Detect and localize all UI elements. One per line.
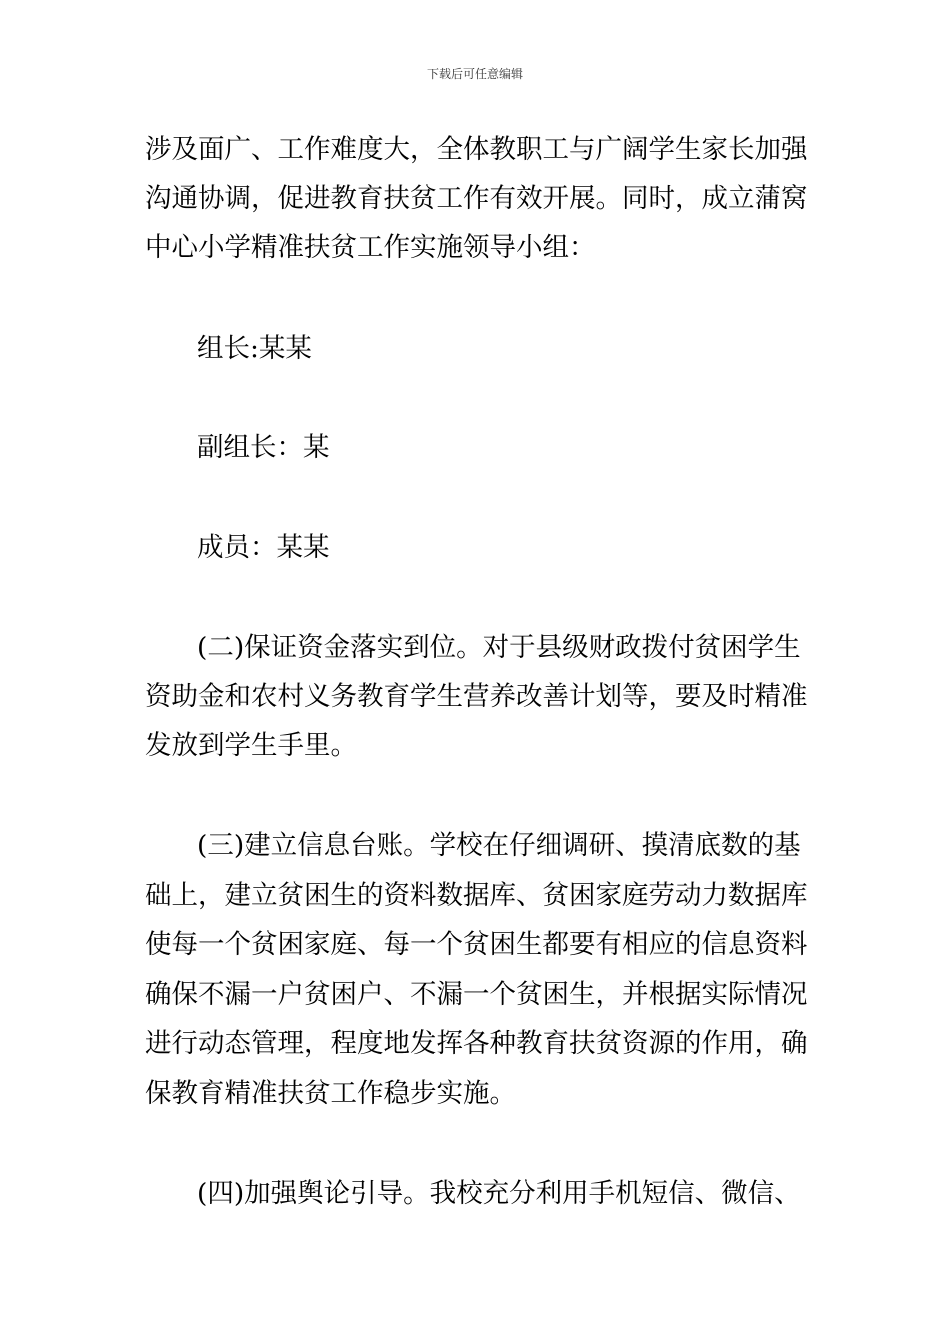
page-header: 下载后可任意编辑 [426, 67, 523, 81]
paragraph-line: 资助金和农村义务教育学生营养改善计划等，要及时精准 [145, 681, 808, 712]
paragraph-line: 使每一个贫困家庭、每一个贫困生都要有相应的信息资料 [145, 929, 808, 960]
paragraph-line: 确保不漏一户贫困户、不漏一个贫困生，并根据实际情况 [145, 979, 808, 1010]
paragraph-line: (四)加强舆论引导。我校充分利用手机短信、微信、 [197, 1178, 801, 1209]
paragraph-line: (三)建立信息台账。学校在仔细调研、摸清底数的基 [197, 830, 801, 861]
paragraph-line: 涉及面广、工作难度大，全体教职工与广阔学生家长加强 [145, 134, 808, 165]
paragraph-line: 沟通协调，促进教育扶贫工作有效开展。同时，成立蒲窝 [145, 183, 808, 214]
paragraph-line: 础上，建立贫困生的资料数据库、贫困家庭劳动力数据库 [145, 880, 808, 911]
members-line: 成员：某某 [197, 532, 330, 563]
paragraph-line: 中心小学精准扶贫工作实施领导小组： [145, 232, 596, 263]
paragraph-line: (二)保证资金落实到位。对于县级财政拨付贫困学生 [197, 632, 801, 663]
paragraph-line: 发放到学生手里。 [145, 730, 357, 761]
paragraph-line: 保教育精准扶贫工作稳步实施。 [145, 1078, 516, 1109]
vice-leader-line: 副组长：某 [197, 432, 330, 463]
group-leader-line: 组长:某某 [197, 333, 312, 364]
paragraph-line: 进行动态管理，程度地发挥各种教育扶贫资源的作用，确 [145, 1028, 808, 1059]
